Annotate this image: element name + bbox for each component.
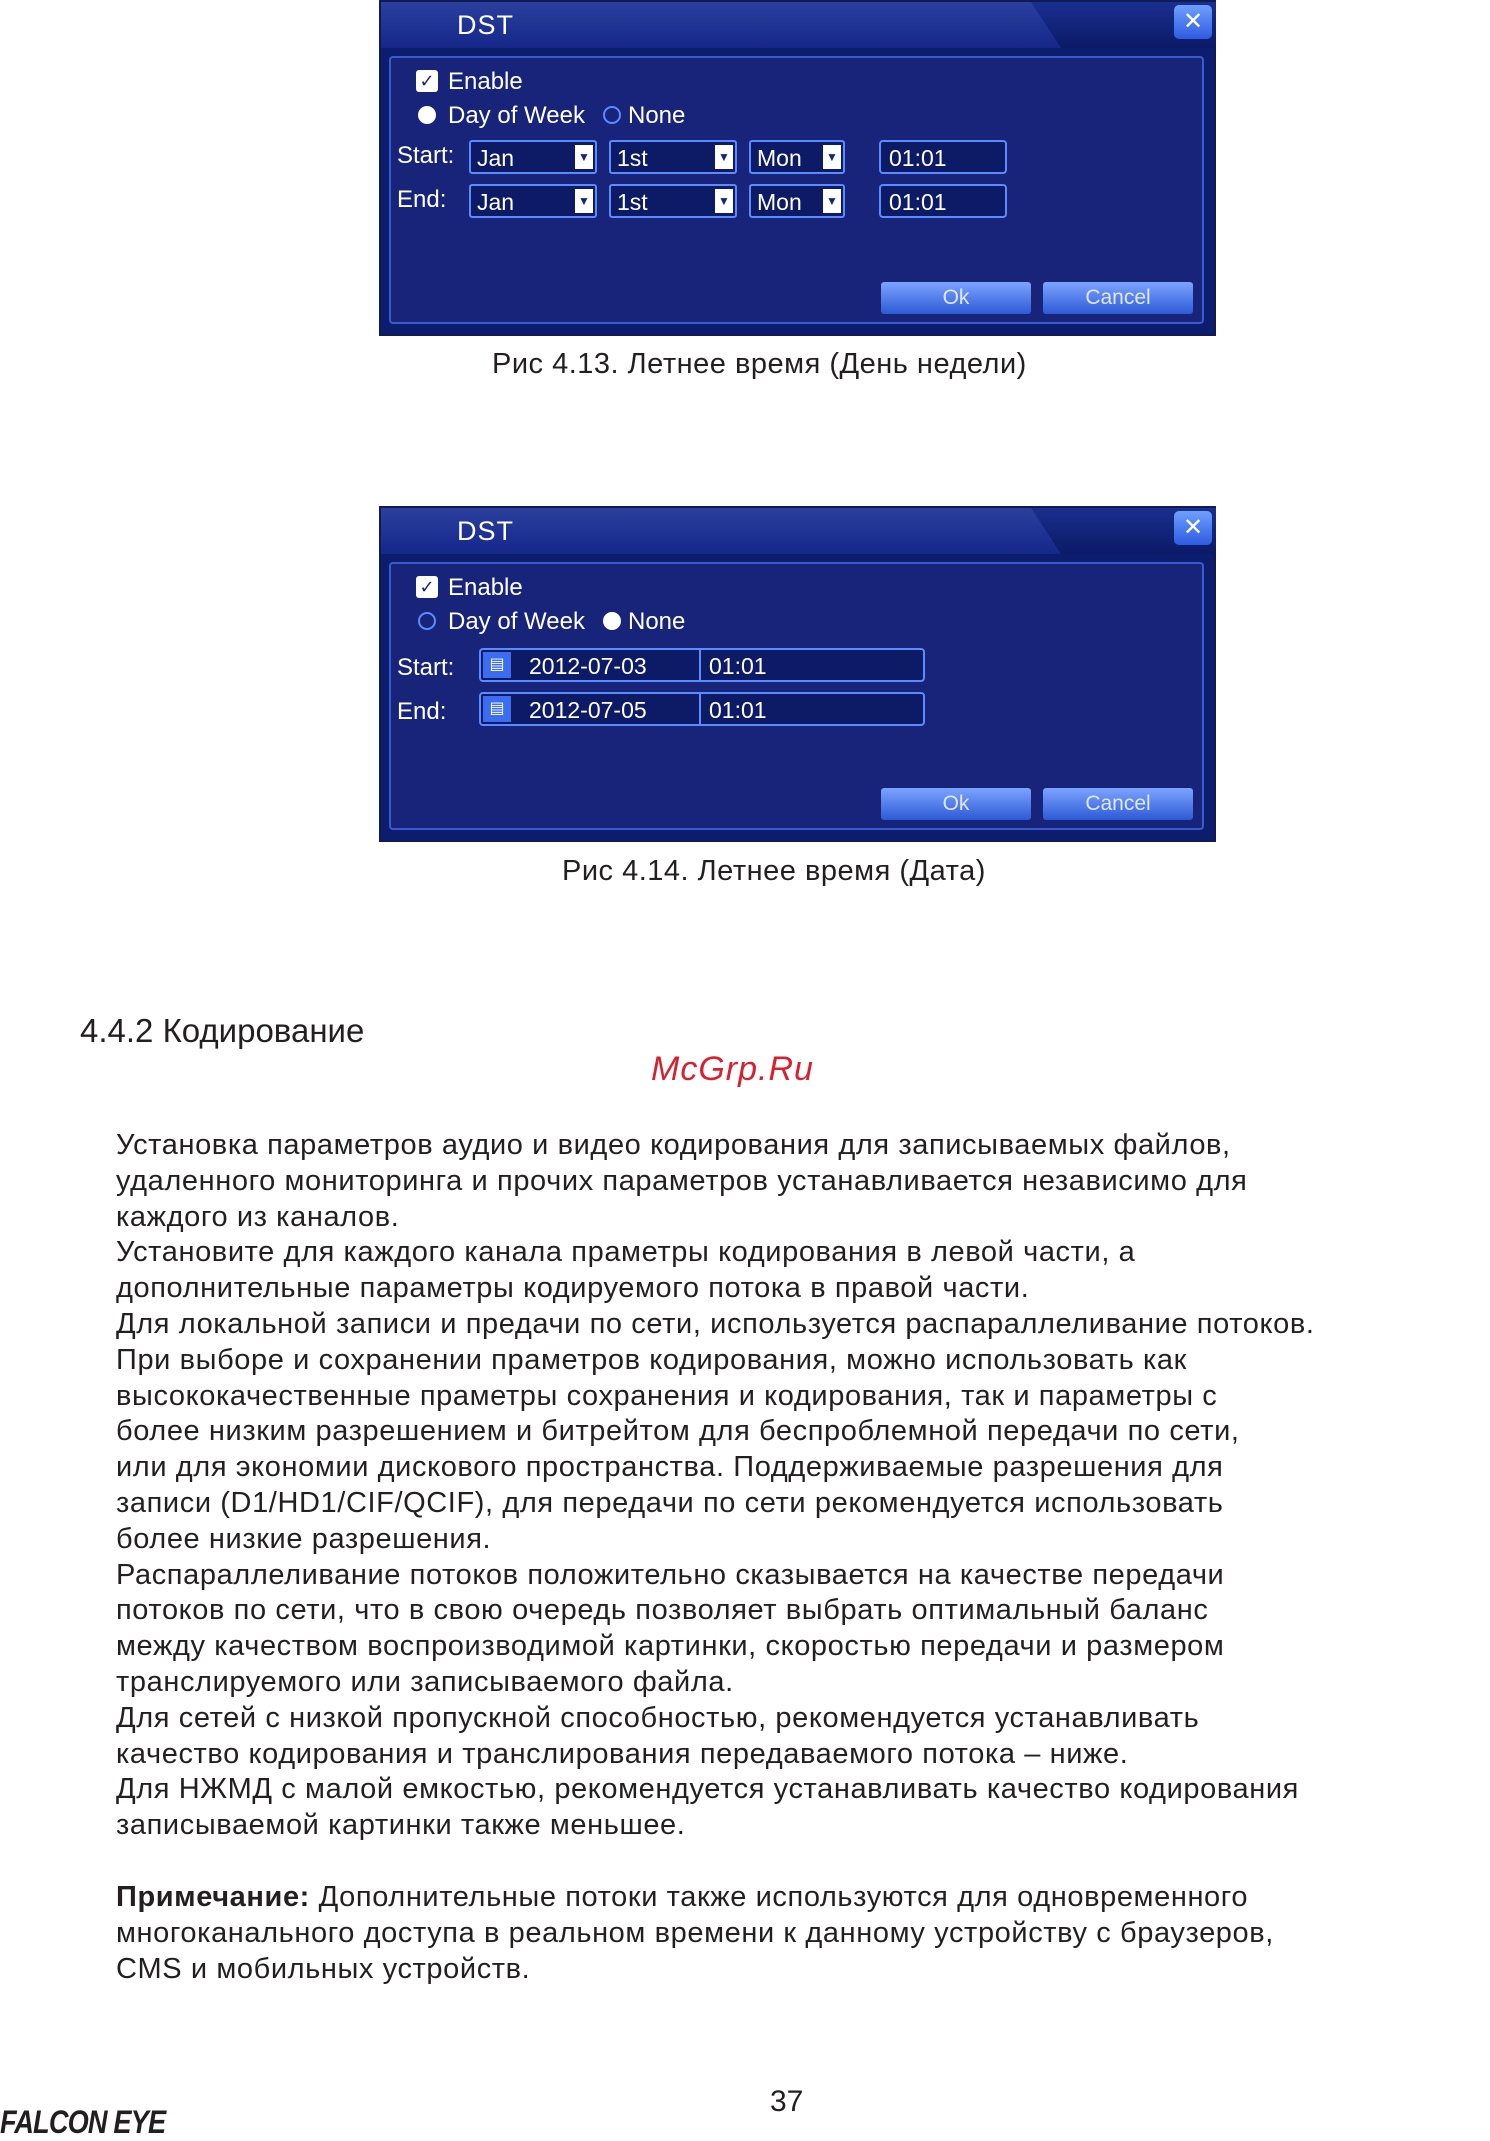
dialog-titlebar (381, 2, 1216, 48)
end-time-value: 01:01 (709, 697, 767, 723)
start-date-value: 2012-07-03 (529, 653, 647, 679)
body-paragraphs (116, 1128, 1490, 1844)
start-time-value: 01:01 (889, 145, 947, 171)
start-month-value: Jan (477, 145, 515, 171)
calendar-icon[interactable]: ▤ (483, 652, 511, 678)
body-line: удаленного мониторинга и прочих параметров устанавливается независимо для (116, 1164, 1248, 1197)
dialog-title: DST (457, 10, 514, 40)
chevron-down-icon: ▼ (823, 189, 841, 213)
end-time-input[interactable] (879, 184, 1007, 218)
enable-checkbox[interactable]: ✓ (416, 576, 438, 598)
brand-logo: FALCON EYE (0, 2104, 166, 2140)
dialog-titlebar (381, 508, 1216, 554)
note-label: Примечание: (116, 1881, 310, 1913)
body-line: Для НЖМД с малой емкостью, рекомендуется устанавливать качество кодирования (116, 1773, 1299, 1806)
end-month-select[interactable] (469, 184, 597, 218)
dst-dialog-day-of-week (379, 0, 1216, 336)
chevron-down-icon: ▼ (575, 189, 593, 213)
body-line: дополнительные параметры кодируемого потока в правой части. (116, 1272, 1030, 1305)
body-line: более низким разрешением и битрейтом для беспроблемной передачи по сети, (116, 1415, 1240, 1448)
end-datetime-input[interactable] (479, 692, 925, 726)
start-week-select[interactable] (609, 140, 737, 174)
start-datetime-input[interactable] (479, 648, 925, 682)
start-label: Start: (397, 142, 455, 169)
end-month-value: Jan (477, 189, 515, 215)
body-line: между качеством воспроизводимой картинки, скоростью передачи и размером (116, 1630, 1225, 1663)
dialog-body (389, 562, 1204, 830)
body-line: записываемой картинки также меньшее. (116, 1809, 686, 1842)
body-line: Для локальной записи и предачи по сети, используется распараллеливание потоков. (116, 1307, 1315, 1340)
end-label: End: (397, 186, 447, 213)
body-line: качество кодирования и транслирования передаваемого потока – ниже. (116, 1737, 1129, 1770)
cancel-button[interactable]: Cancel (1043, 788, 1193, 820)
none-radio[interactable] (603, 106, 621, 124)
end-week-select[interactable] (609, 184, 737, 218)
section-heading: 4.4.2 Кодирование (80, 1012, 365, 1049)
figure-caption-4-14: Рис 4.14. Летнее время (Дата) (562, 855, 986, 887)
body-line: Установка параметров аудио и видео кодирования для записываемых файлов, (116, 1129, 1231, 1161)
figure-caption-4-13: Рис 4.13. Летнее время (День недели) (492, 348, 1027, 380)
note-line-3: CMS и мобильных устройств. (116, 1952, 531, 1985)
note-line-1 (116, 1880, 1274, 1916)
close-icon[interactable]: ✕ (1174, 5, 1212, 39)
ok-button[interactable]: Ok (881, 788, 1031, 820)
none-radio[interactable] (603, 612, 621, 630)
cancel-button[interactable]: Cancel (1043, 282, 1193, 314)
body-line: Для сетей с низкой пропускной способностью, рекомендуется устанавливать (116, 1701, 1200, 1734)
end-week-value: 1st (617, 189, 648, 215)
none-label: None (628, 102, 686, 129)
body-line: транслируемого или записываемого файла. (116, 1665, 734, 1698)
none-label: None (628, 608, 686, 635)
dst-dialog-date (379, 506, 1216, 842)
watermark: McGrp.Ru (651, 1050, 814, 1088)
body-line: Распараллеливание потоков положительно сказывается на качестве передачи (116, 1558, 1225, 1591)
chevron-down-icon: ▼ (823, 145, 841, 169)
body-line: каждого из каналов. (116, 1200, 400, 1233)
dialog-title: DST (457, 516, 514, 546)
page-number: 37 (770, 2085, 804, 2118)
enable-label: Enable (448, 68, 523, 95)
note-line-2: многоканального доступа в реальном времени к данному устройству с браузеров, (116, 1916, 1274, 1949)
end-day-value: Mon (757, 189, 802, 215)
day-of-week-label: Day of Week (448, 608, 585, 635)
close-icon[interactable]: ✕ (1174, 511, 1212, 545)
end-time-value: 01:01 (889, 189, 947, 215)
body-line: Установите для каждого канала праметры кодирования в левой части, а (116, 1236, 1136, 1269)
body-line: записи (D1/HD1/CIF/QCIF), для передачи по сети рекомендуется использовать (116, 1486, 1224, 1519)
divider (699, 650, 701, 680)
note-block (116, 1880, 1274, 1987)
end-label: End: (397, 698, 447, 725)
ok-button[interactable]: Ok (881, 282, 1031, 314)
divider (699, 694, 701, 724)
chevron-down-icon: ▼ (575, 145, 593, 169)
day-of-week-label: Day of Week (448, 102, 585, 129)
calendar-icon[interactable]: ▤ (483, 696, 511, 722)
day-of-week-radio[interactable] (418, 106, 436, 124)
body-line: При выборе и сохранении праметров кодирования, можно использовать как (116, 1343, 1187, 1376)
dialog-body (389, 56, 1204, 324)
start-week-value: 1st (617, 145, 648, 171)
start-month-select[interactable] (469, 140, 597, 174)
chevron-down-icon: ▼ (715, 189, 733, 213)
start-day-value: Mon (757, 145, 802, 171)
enable-checkbox[interactable]: ✓ (416, 70, 438, 92)
note-text-1: Дополнительные потоки также используются для одновременного (309, 1881, 1249, 1913)
start-day-select[interactable] (749, 140, 845, 174)
end-day-select[interactable] (749, 184, 845, 218)
body-line: высококачественные праметры сохранения и кодирования, так и параметры с (116, 1379, 1218, 1412)
end-date-value: 2012-07-05 (529, 697, 647, 723)
start-time-value: 01:01 (709, 653, 767, 679)
day-of-week-radio[interactable] (418, 612, 436, 630)
body-line: более низкие разрешения. (116, 1522, 492, 1555)
body-line: потоков по сети, что в свою очередь позволяет выбрать оптимальный баланс (116, 1594, 1209, 1627)
start-label: Start: (397, 654, 455, 681)
enable-label: Enable (448, 574, 523, 601)
start-time-input[interactable] (879, 140, 1007, 174)
chevron-down-icon: ▼ (715, 145, 733, 169)
body-line: или для экономии дискового пространства. Поддерживаемые разрешения для (116, 1451, 1224, 1484)
